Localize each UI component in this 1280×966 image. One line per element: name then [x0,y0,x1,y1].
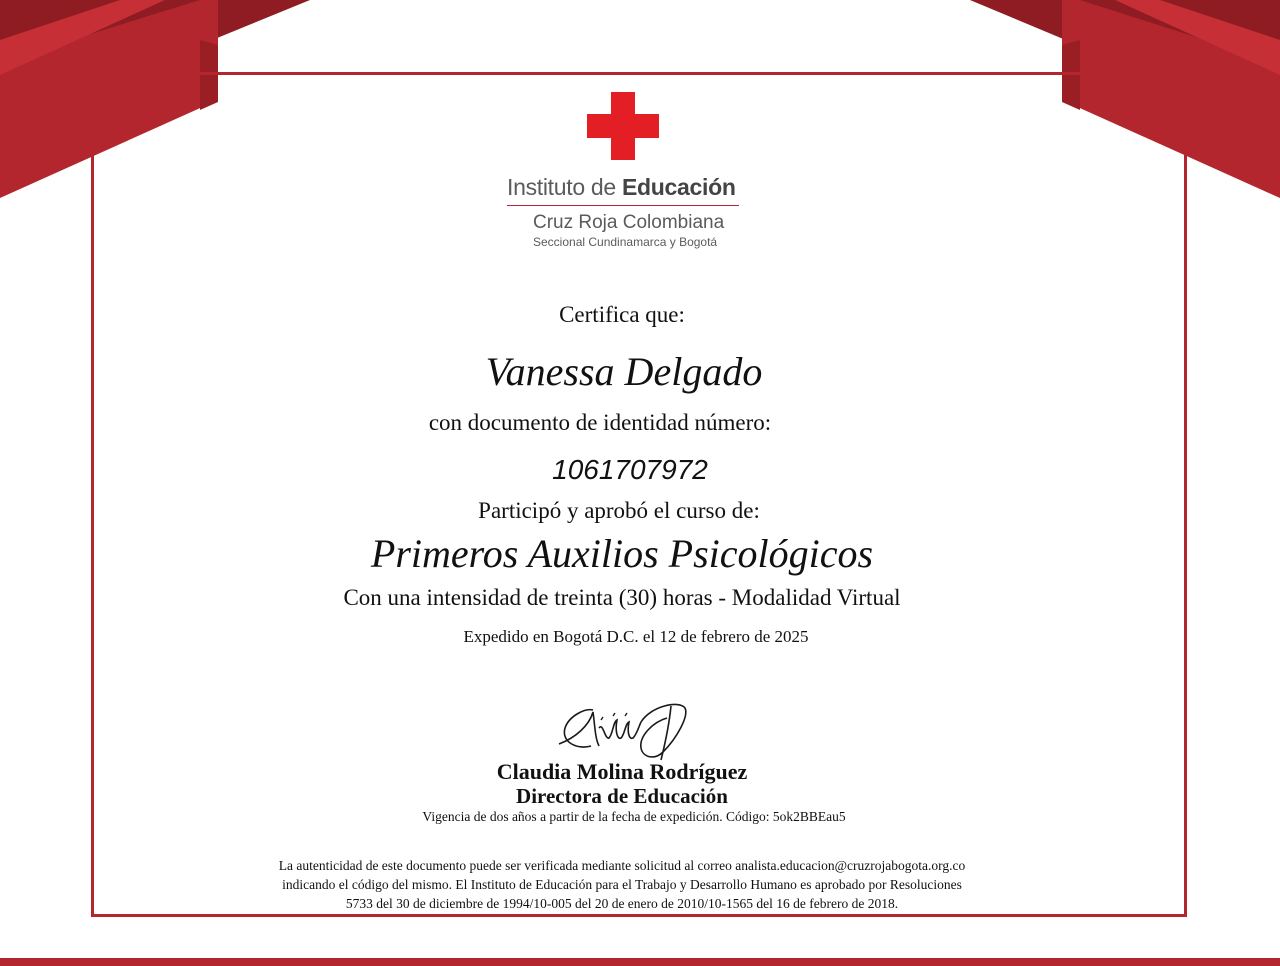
institute-prefix: Instituto de [507,174,616,200]
signatory-role: Directora de Educación [516,784,728,808]
org-section: Seccional Cundinamarca y Bogotá [533,235,718,249]
footer-line-2: indicando el código del mismo. El Instituto de Educación para el Trabajo y Desarrollo Humano es aprobado por Resoluciones [282,877,962,892]
issue-date: Expedido en Bogotá D.C. el 12 de febrero de 2025 [463,627,809,646]
certifies-label: Certifica que: [559,302,685,327]
bottom-red-bar [0,958,1280,966]
footer-line-3: 5733 del 30 de diciembre de 1994/10-005 del 20 de enero de 2010/10-1565 del 16 de febrero de 2018. [345,896,899,911]
validity-code: Vigencia de dos años a partir de la fecha de expedición. Código: 5ok2BBEau5 [422,809,846,824]
institute-bold: Educación [622,174,736,200]
course-name: Primeros Auxilios Psicológicos [370,531,874,576]
recipient-name: Vanessa Delgado [485,349,763,394]
course-intensity: Con una intensidad de treinta (30) horas - Modalidad Virtual [343,585,901,610]
handwritten-signature-icon [555,698,690,764]
authenticity-footer [0,856,1262,913]
institute-title [507,172,739,202]
red-cross-icon [587,92,659,160]
document-label: con documento de identidad número: [428,410,772,435]
participated-label: Participó y aprobó el curso de: [478,498,760,523]
logo-divider [507,205,739,206]
footer-line-1: La autenticidad de este documento puede ser verificada mediante solicitud al correo analista.educacion@cruzrojabogota.org.co [278,858,966,873]
document-number: 1061707972 [552,454,708,485]
institute-logo [507,172,739,250]
org-name: Cruz Roja Colombiana [533,212,725,233]
signatory-name: Claudia Molina Rodríguez [496,759,748,784]
